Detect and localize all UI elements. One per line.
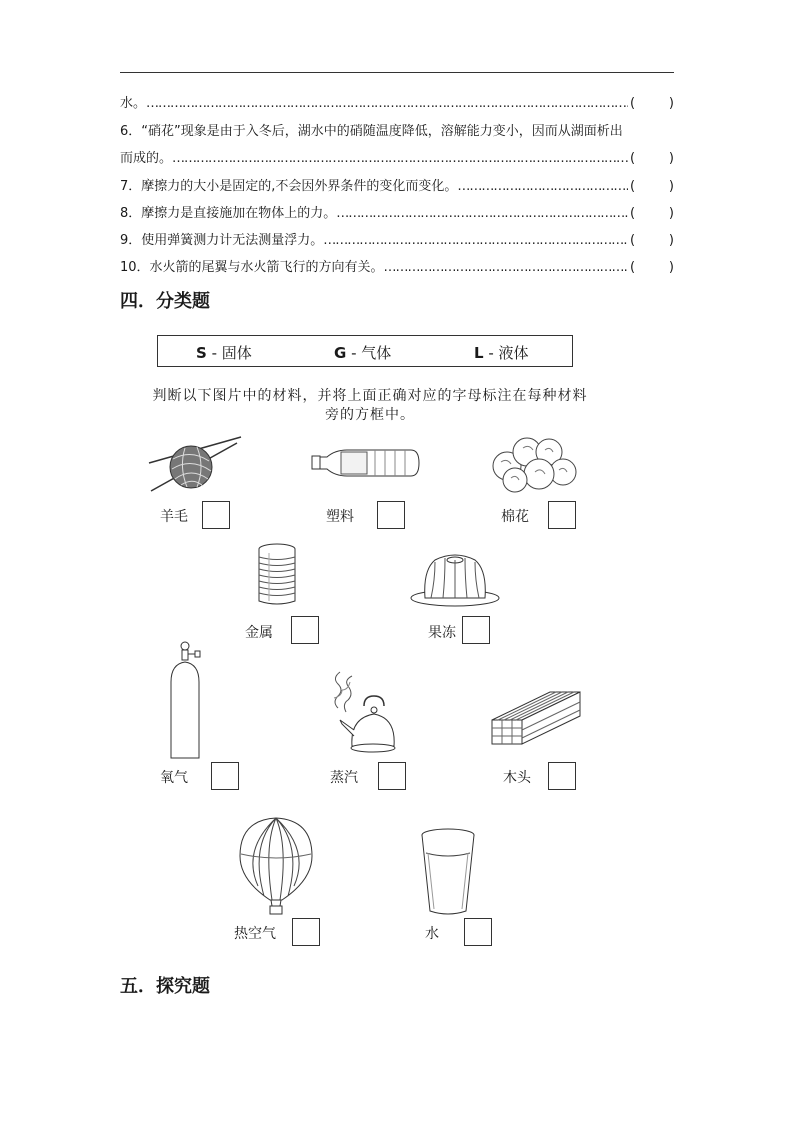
label-plastic: 塑料 (326, 509, 354, 525)
answer-paren[interactable]: ( ) (630, 233, 674, 248)
answer-box-steam[interactable] (378, 762, 406, 790)
label-steam: 蒸汽 (330, 770, 358, 786)
tf-line-10 (120, 258, 674, 278)
label-wool: 羊毛 (160, 509, 188, 525)
water-glass-icon (418, 827, 478, 915)
tf-text: 水。 …………………………………………………………………………………………………………………………………………………………………………………… (120, 94, 628, 114)
yarn-ball-icon (145, 433, 245, 495)
answer-box-metal[interactable] (291, 616, 319, 644)
jelly-icon (409, 550, 501, 608)
answer-paren[interactable]: ( ) (630, 206, 674, 221)
answer-box-oxygen[interactable] (211, 762, 239, 790)
metal-can-icon (257, 543, 297, 607)
tf-text: 8．摩擦力是直接施加在物体上的力。 …………………………………………………………………………………………………………………………………………………………………………………… (120, 204, 628, 224)
wood-planks-icon (490, 690, 582, 746)
answer-paren[interactable]: ( ) (630, 96, 674, 111)
answer-box-wool[interactable] (202, 501, 230, 529)
tf-line-9 (120, 231, 674, 251)
cotton-icon (489, 432, 579, 494)
label-oxygen: 氧气 (160, 770, 188, 786)
section-5-title: 五．探究题 (120, 976, 210, 997)
tf-text: 9．使用弹簧测力计无法测量浮力。 …………………………………………………………………………………………………………………………………………………………………………………… (120, 231, 628, 251)
instruction-line-2: 旁的方框中。 (325, 407, 415, 423)
tf-text: 6．“硝花”现象是由于入冬后，湖水中的硝随温度降低，溶解能力变小，因而从湖面析出 (120, 124, 623, 139)
answer-paren[interactable]: ( ) (630, 260, 674, 275)
tf-line-5-cont (120, 94, 674, 114)
tf-text: 7．摩擦力的大小是固定的,不会因外界条件的变化而变化。 …………………………………………………………………………………………………………………………………………………………………………………… (120, 177, 628, 197)
header-rule (120, 72, 674, 73)
tf-text: 而成的。 …………………………………………………………………………………………………………………………………………………………………………………… (120, 149, 628, 169)
answer-paren[interactable]: ( ) (630, 179, 674, 194)
label-jelly: 果冻 (428, 625, 456, 641)
tf-line-6 (120, 122, 674, 142)
answer-box-plastic[interactable] (377, 501, 405, 529)
legend-gas: G - 气体 (334, 344, 392, 362)
instruction-line-1: 判断以下图片中的材料，并将上面正确对应的字母标注在每种材料 (152, 388, 588, 404)
section-4-title: 四．分类题 (120, 291, 210, 312)
oxygen-tank-icon (165, 640, 205, 762)
tf-line-6-cont (120, 149, 674, 169)
tf-line-7 (120, 177, 674, 197)
answer-box-water[interactable] (464, 918, 492, 946)
label-wood: 木头 (503, 770, 531, 786)
hot-air-balloon-icon (238, 816, 314, 916)
label-cotton: 棉花 (501, 509, 529, 525)
tf-text: 10．水火箭的尾翼与水火箭飞行的方向有关。 …………………………………………………………………………………………………………………………………………………………………………………… (120, 258, 628, 278)
plastic-bottle-icon (311, 445, 421, 481)
answer-box-cotton[interactable] (548, 501, 576, 529)
legend-liquid: L - 液体 (474, 344, 529, 362)
steam-kettle-icon (328, 668, 396, 756)
answer-box-wood[interactable] (548, 762, 576, 790)
legend-box (157, 335, 573, 367)
answer-box-jelly[interactable] (462, 616, 490, 644)
label-metal: 金属 (245, 625, 273, 641)
label-water: 水 (425, 926, 439, 942)
answer-box-hot-air[interactable] (292, 918, 320, 946)
label-hot-air: 热空气 (234, 926, 276, 942)
legend-solid: S - 固体 (196, 344, 252, 362)
answer-paren[interactable]: ( ) (630, 151, 674, 166)
tf-line-8 (120, 204, 674, 224)
